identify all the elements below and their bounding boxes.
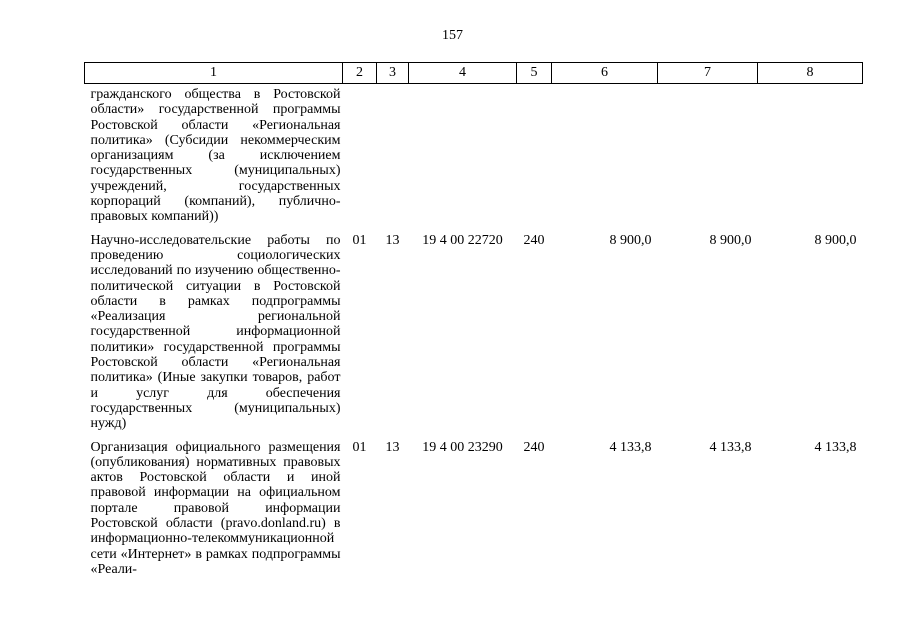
cell-amount-3: 8 900,0 [814, 232, 857, 248]
column-header-6: 6 [552, 63, 658, 84]
cell-section: 01 [352, 232, 367, 248]
cell-amount-3 [758, 84, 863, 225]
table-header [85, 63, 863, 84]
column-header-5: 5 [517, 63, 552, 84]
page-number: 157 [442, 28, 463, 43]
cell-target-article [409, 84, 517, 225]
cell-subsection: 13 [385, 232, 400, 248]
cell-subsection: 13 [385, 439, 400, 455]
row-description: гражданского общества в Ростовской области» государственной программы Ростовской области «Региональная политика» (Субсидии некоммерческим организациям (за исключением государственных (муниципальных) учреждений, государственных корпораций (компаний), публично-правовых компаний)) [90, 87, 341, 225]
cell-amount-2: 8 900,0 [709, 232, 752, 248]
column-header-1: 1 [85, 63, 343, 84]
cell-target-article: 19 4 00 23290 [422, 439, 503, 455]
column-header-3: 3 [377, 63, 409, 84]
cell-amount-1: 8 900,0 [609, 232, 652, 248]
column-header-7: 7 [658, 63, 758, 84]
cell-amount-2: 4 133,8 [709, 439, 752, 455]
cell-expense-type: 240 [523, 232, 545, 248]
cell-section: 01 [352, 439, 367, 455]
cell-section [343, 84, 377, 225]
cell-expense-type [517, 84, 552, 225]
row-description: Организация официального размещения (опубликования) нормативных правовых актов Ростовской области и иной правовой информации на официальном портале правовой информации Ростовской области (pravo.donland.ru) в информационно-телекоммуникационной сети «Интернет» в рамках подпрограммы «Реали- [90, 439, 341, 577]
table-row [85, 225, 863, 432]
budget-table [84, 62, 863, 577]
cell-amount-1 [552, 84, 658, 225]
cell-amount-2 [658, 84, 758, 225]
cell-expense-type: 240 [523, 439, 545, 455]
column-header-4: 4 [409, 63, 517, 84]
cell-amount-1: 4 133,8 [609, 439, 652, 455]
table-row [85, 84, 863, 225]
cell-target-article: 19 4 00 22720 [422, 232, 503, 248]
cell-amount-3: 4 133,8 [814, 439, 857, 455]
table-row [85, 432, 863, 578]
column-header-8: 8 [758, 63, 863, 84]
row-description: Научно-исследовательские работы по проведению социологических исследований по изучению общественно-политической ситуации в Ростовской области в рамках подпрограммы «Реализация региональной государственной информационной политики» государственной программы Ростовской области «Региональная политика» (Иные закупки товаров, работ и услуг для обеспечения государственных (муниципальных) нужд) [90, 232, 341, 432]
column-header-2: 2 [343, 63, 377, 84]
cell-subsection [377, 84, 409, 225]
